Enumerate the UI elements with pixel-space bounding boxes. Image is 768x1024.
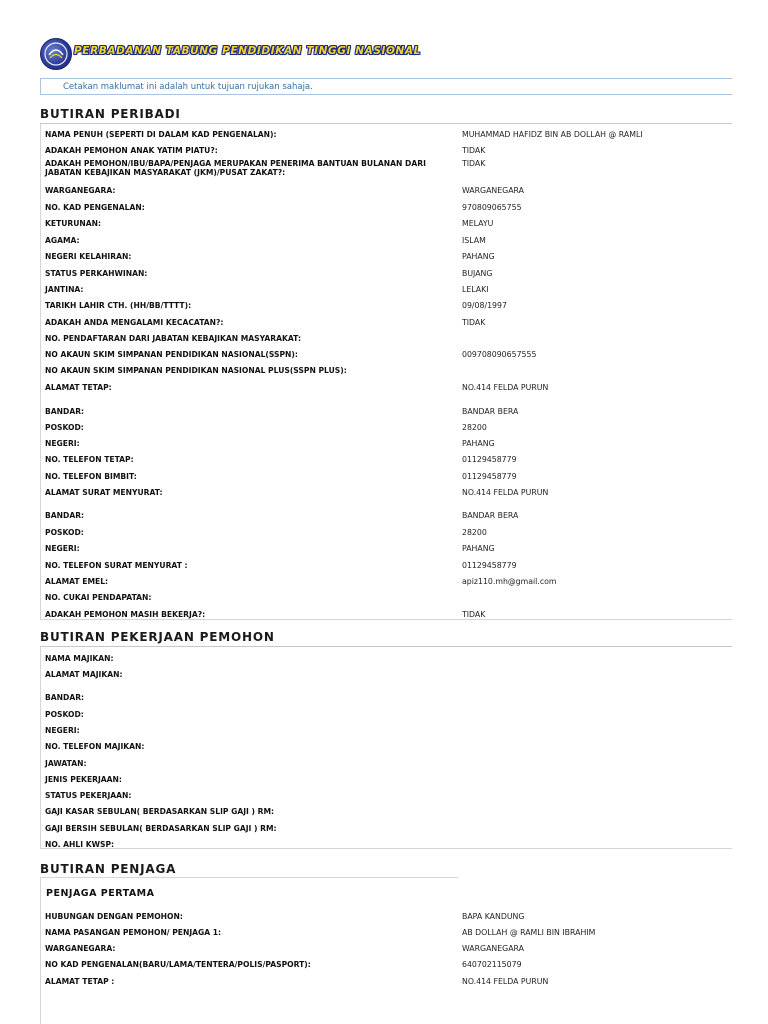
field-label: BANDAR: bbox=[45, 407, 85, 416]
field-label: ALAMAT SURAT MENYURAT: bbox=[45, 488, 163, 497]
field-label: NO AKAUN SKIM SIMPANAN PENDIDIKAN NASIONAL PLUS(SSPN PLUS): bbox=[45, 366, 347, 375]
field-value: 28200 bbox=[462, 528, 487, 537]
ptptn-logo-icon bbox=[40, 38, 72, 70]
field-value: ISLAM bbox=[462, 236, 486, 245]
field-value: apiz110.mh@gmail.com bbox=[462, 577, 557, 586]
field-value: 01129458779 bbox=[462, 561, 517, 570]
field-label: NO. TELEFON MAJIKAN: bbox=[45, 742, 145, 751]
field-value: TIDAK bbox=[462, 146, 486, 155]
field-label: GAJI BERSIH SEBULAN( BERDASARKAN SLIP GAJI ) RM: bbox=[45, 824, 277, 833]
field-label: NO. TELEFON BIMBIT: bbox=[45, 472, 137, 481]
field-label: ALAMAT TETAP: bbox=[45, 383, 112, 392]
field-label: NO. PENDAFTARAN DARI JABATAN KEBAJIKAN MASYARAKAT: bbox=[45, 334, 301, 343]
section-title-peribadi: BUTIRAN PERIBADI bbox=[40, 107, 181, 121]
field-label: NO. CUKAI PENDAPATAN: bbox=[45, 593, 152, 602]
field-label: NO. AHLI KWSP: bbox=[45, 840, 115, 849]
field-label: NO. TELEFON TETAP: bbox=[45, 455, 134, 464]
section-title-penjaga: BUTIRAN PENJAGA bbox=[40, 862, 177, 876]
field-label: JANTINA: bbox=[45, 285, 84, 294]
field-value: PAHANG bbox=[462, 439, 495, 448]
field-label: NO. KAD PENGENALAN: bbox=[45, 203, 145, 212]
field-value: PAHANG bbox=[462, 252, 495, 261]
field-label: ALAMAT MAJIKAN: bbox=[45, 670, 123, 679]
field-label: NEGERI: bbox=[45, 439, 80, 448]
field-label: JAWATAN: bbox=[45, 759, 87, 768]
field-value: AB DOLLAH @ RAMLI BIN IBRAHIM bbox=[462, 928, 596, 937]
field-label: JENIS PEKERJAAN: bbox=[45, 775, 122, 784]
field-label: NAMA MAJIKAN: bbox=[45, 654, 114, 663]
field-value: WARGANEGARA bbox=[462, 186, 524, 195]
field-label: NEGERI KELAHIRAN: bbox=[45, 252, 132, 261]
penjaga-subheader bbox=[40, 877, 458, 907]
subtitle-penjaga-pertama: PENJAGA PERTAMA bbox=[46, 888, 155, 899]
field-value: 640702115079 bbox=[462, 960, 522, 969]
field-value: 970809065755 bbox=[462, 203, 522, 212]
field-value: MUHAMMAD HAFIDZ BIN AB DOLLAH @ RAMLI bbox=[462, 130, 643, 139]
field-value: 28200 bbox=[462, 423, 487, 432]
field-label: KETURUNAN: bbox=[45, 219, 102, 228]
penjaga-table bbox=[40, 907, 732, 1024]
field-label: NEGERI: bbox=[45, 726, 80, 735]
org-name: PERBADANAN TABUNG PENDIDIKAN TINGGI NASIONAL bbox=[74, 45, 421, 57]
field-label: NEGERI: bbox=[45, 544, 80, 553]
pekerjaan-table bbox=[40, 647, 732, 849]
notice-banner: Cetakan maklumat ini adalah untuk tujuan rujukan sahaja. bbox=[40, 78, 732, 95]
field-value: LELAKI bbox=[462, 285, 489, 294]
field-value: WARGANEGARA bbox=[462, 944, 524, 953]
field-label: AGAMA: bbox=[45, 236, 80, 245]
field-label: ADAKAH PEMOHON ANAK YATIM PIATU?: bbox=[45, 146, 218, 155]
field-label: NO. TELEFON SURAT MENYURAT : bbox=[45, 561, 188, 570]
field-label: STATUS PERKAHWINAN: bbox=[45, 269, 148, 278]
field-label: ADAKAH PEMOHON/IBU/BAPA/PENJAGA MERUPAKAN PENERIMA BANTUAN BULANAN DARI JABATAN KEBAJIKAN MASYARAKAT (JKM)/PUSAT ZAKAT?: bbox=[45, 159, 426, 177]
field-label: NO AKAUN SKIM SIMPANAN PENDIDIKAN NASIONAL(SSPN): bbox=[45, 350, 298, 359]
field-value: 09/08/1997 bbox=[462, 301, 507, 310]
field-label: WARGANEGARA: bbox=[45, 186, 116, 195]
field-label: ADAKAH ANDA MENGALAMI KECACATAN?: bbox=[45, 318, 224, 327]
field-label: POSKOD: bbox=[45, 423, 84, 432]
field-label: NO KAD PENGENALAN(BARU/LAMA/TENTERA/POLIS/PASPORT): bbox=[45, 960, 311, 969]
field-label: STATUS PEKERJAAN: bbox=[45, 791, 132, 800]
field-label: ALAMAT TETAP : bbox=[45, 977, 115, 986]
field-value: BANDAR BERA bbox=[462, 407, 519, 416]
field-label: HUBUNGAN DENGAN PEMOHON: bbox=[45, 912, 183, 921]
field-value: BAPA KANDUNG bbox=[462, 912, 525, 921]
section-title-pekerjaan: BUTIRAN PEKERJAAN PEMOHON bbox=[40, 630, 275, 644]
field-label: TARIKH LAHIR CTH. (HH/BB/TTTT): bbox=[45, 301, 192, 310]
field-label: BANDAR: bbox=[45, 511, 85, 520]
field-label: WARGANEGARA: bbox=[45, 944, 116, 953]
field-value: NO.414 FELDA PURUN bbox=[462, 383, 549, 392]
field-label: NAMA PENUH (SEPERTI DI DALAM KAD PENGENALAN): bbox=[45, 130, 277, 139]
field-label: GAJI KASAR SEBULAN( BERDASARKAN SLIP GAJI ) RM: bbox=[45, 807, 275, 816]
page-header bbox=[40, 38, 421, 68]
field-label: ADAKAH PEMOHON MASIH BEKERJA?: bbox=[45, 610, 206, 619]
field-value: NO.414 FELDA PURUN bbox=[462, 977, 549, 986]
field-label: NAMA PASANGAN PEMOHON/ PENJAGA 1: bbox=[45, 928, 222, 937]
field-label: POSKOD: bbox=[45, 528, 84, 537]
field-label: POSKOD: bbox=[45, 710, 84, 719]
field-value: PAHANG bbox=[462, 544, 495, 553]
field-value: 01129458779 bbox=[462, 455, 517, 464]
field-label: ALAMAT EMEL: bbox=[45, 577, 109, 586]
field-value: MELAYU bbox=[462, 219, 494, 228]
field-value: BUJANG bbox=[462, 269, 493, 278]
peribadi-table bbox=[40, 124, 732, 620]
field-value: 01129458779 bbox=[462, 472, 517, 481]
field-value: TIDAK bbox=[462, 159, 486, 168]
field-value: NO.414 FELDA PURUN bbox=[462, 488, 549, 497]
field-value: TIDAK bbox=[462, 610, 486, 619]
field-value: BANDAR BERA bbox=[462, 511, 519, 520]
field-value: TIDAK bbox=[462, 318, 486, 327]
field-value: 009708090657555 bbox=[462, 350, 537, 359]
field-label: BANDAR: bbox=[45, 693, 85, 702]
